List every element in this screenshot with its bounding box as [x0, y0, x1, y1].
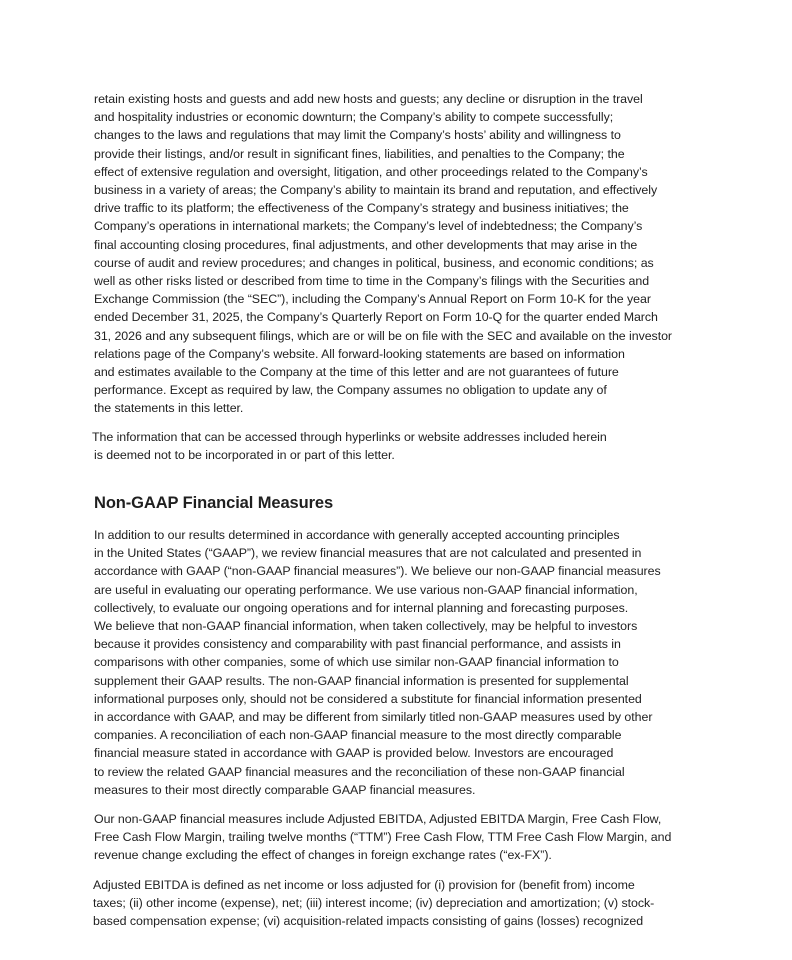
text-line: ended December 31, 2025, the Company’s Quarterly Report on Form 10-Q for the quarter ended March — [94, 310, 658, 325]
text-line: retain existing hosts and guests and add new hosts and guests; any decline or disruption in the travel — [94, 92, 643, 106]
adjusted-ebitda-definition-paragraph — [93, 876, 693, 931]
text-line: drive traffic to its platform; the effectiveness of the Company’s strategy and business initiatives; the — [94, 201, 629, 216]
text-line: final accounting closing procedures, final adjustments, and other developments that may arise in the — [94, 237, 638, 252]
text-line: revenue change excluding the effect of changes in foreign exchange rates (“ex-FX”). — [94, 848, 552, 863]
text-line: well as other risks listed or described from time to time in the Company’s filings with the Securities and — [94, 274, 650, 289]
text-line: in accordance with GAAP, and may be different from similarly titled non-GAAP measures used by other — [94, 710, 653, 725]
non-gaap-measures-list-paragraph — [94, 810, 694, 865]
text-line: and estimates available to the Company at the time of this letter and are not guarantees of future — [94, 365, 619, 380]
text-line: based compensation expense; (vi) acquisition-related impacts consisting of gains (losses) recognized — [93, 914, 644, 929]
text-line: measures to their most directly comparable GAAP financial measures. — [94, 782, 476, 797]
text-line: collectively, to evaluate our ongoing operations and for internal planning and forecasting purposes. — [94, 600, 629, 615]
text-line: 31, 2026 and any subsequent filings, which are or will be on file with the SEC and available on the investor — [94, 328, 673, 343]
text-line: the statements in this letter. — [94, 401, 244, 416]
text-line: because it provides consistency and comparability with past financial performance, and assists in — [94, 637, 621, 652]
text-line: Company’s operations in international markets; the Company’s level of indebtedness; the Company’s — [94, 219, 643, 234]
text-line: are useful in evaluating our operating performance. We use various non-GAAP financial information, — [94, 582, 638, 597]
text-line: relations page of the Company’s website. All forward-looking statements are based on information — [94, 346, 625, 361]
text-line: In addition to our results determined in accordance with generally accepted accounting principles — [94, 528, 620, 542]
text-line: changes to the laws and regulations that may limit the Company’s hosts’ ability and willingness to — [94, 128, 621, 143]
section-heading: Non-GAAP Financial Measures — [94, 494, 334, 512]
text-line: effect of extensive regulation and oversight, litigation, and other proceedings related to the Company’s — [94, 164, 648, 179]
risk-factors-paragraph — [94, 90, 694, 418]
text-line: We believe that non-GAAP financial information, when taken collectively, may be helpful to investors — [94, 619, 638, 634]
text-line: Free Cash Flow Margin, trailing twelve months (“TTM”) Free Cash Flow, TTM Free Cash Flow Margin, and — [94, 830, 672, 845]
text-line: and hospitality industries or economic downturn; the Company’s ability to compete successfully; — [94, 110, 614, 125]
text-line: Exchange Commission (the “SEC”), including the Company’s Annual Report on Form 10-K for the year — [94, 292, 651, 307]
text-line: The information that can be accessed through hyperlinks or website addresses included herein — [92, 430, 607, 444]
text-line: to review the related GAAP financial measures and the reconciliation of these non-GAAP financial — [94, 764, 625, 779]
text-line: business in a variety of areas; the Company’s ability to maintain its brand and reputation, and effectively — [94, 183, 658, 198]
text-line: accordance with GAAP (“non-GAAP financial measures”). We believe our non-GAAP financial measures — [94, 564, 661, 579]
text-line: taxes; (ii) other income (expense), net; (iii) interest income; (iv) depreciation and amortization; (v) stock- — [93, 896, 655, 911]
text-line: course of audit and review procedures; and changes in political, business, and economic conditions; as — [94, 255, 654, 270]
hyperlinks-disclaimer-paragraph — [92, 428, 692, 464]
text-line: provide their listings, and/or result in significant fines, liabilities, and penalties to the Company; the — [94, 146, 625, 161]
text-line: performance. Except as required by law, the Company assumes no obligation to update any of — [94, 383, 607, 398]
text-line: comparisons with other companies, some of which use similar non-GAAP financial information to — [94, 655, 619, 670]
text-line: in the United States (“GAAP”), we review financial measures that are not calculated and presented in — [94, 546, 642, 561]
text-line: informational purposes only, should not be considered a substitute for financial information presented — [94, 691, 642, 706]
non-gaap-intro-paragraph — [94, 526, 694, 799]
text-line: Adjusted EBITDA is defined as net income or loss adjusted for (i) provision for (benefit from) income — [93, 878, 635, 892]
text-line: Our non-GAAP financial measures include Adjusted EBITDA, Adjusted EBITDA Margin, Free Cash Flow, — [94, 812, 662, 826]
text-line: is deemed not to be incorporated in or part of this letter. — [94, 448, 395, 463]
text-line: financial measure stated in accordance with GAAP is provided below. Investors are encouraged — [94, 746, 614, 761]
text-line: companies. A reconciliation of each non-GAAP financial measure to the most directly comparable — [94, 728, 622, 743]
text-line: supplement their GAAP results. The non-GAAP financial information is presented for supplemental — [94, 673, 629, 688]
